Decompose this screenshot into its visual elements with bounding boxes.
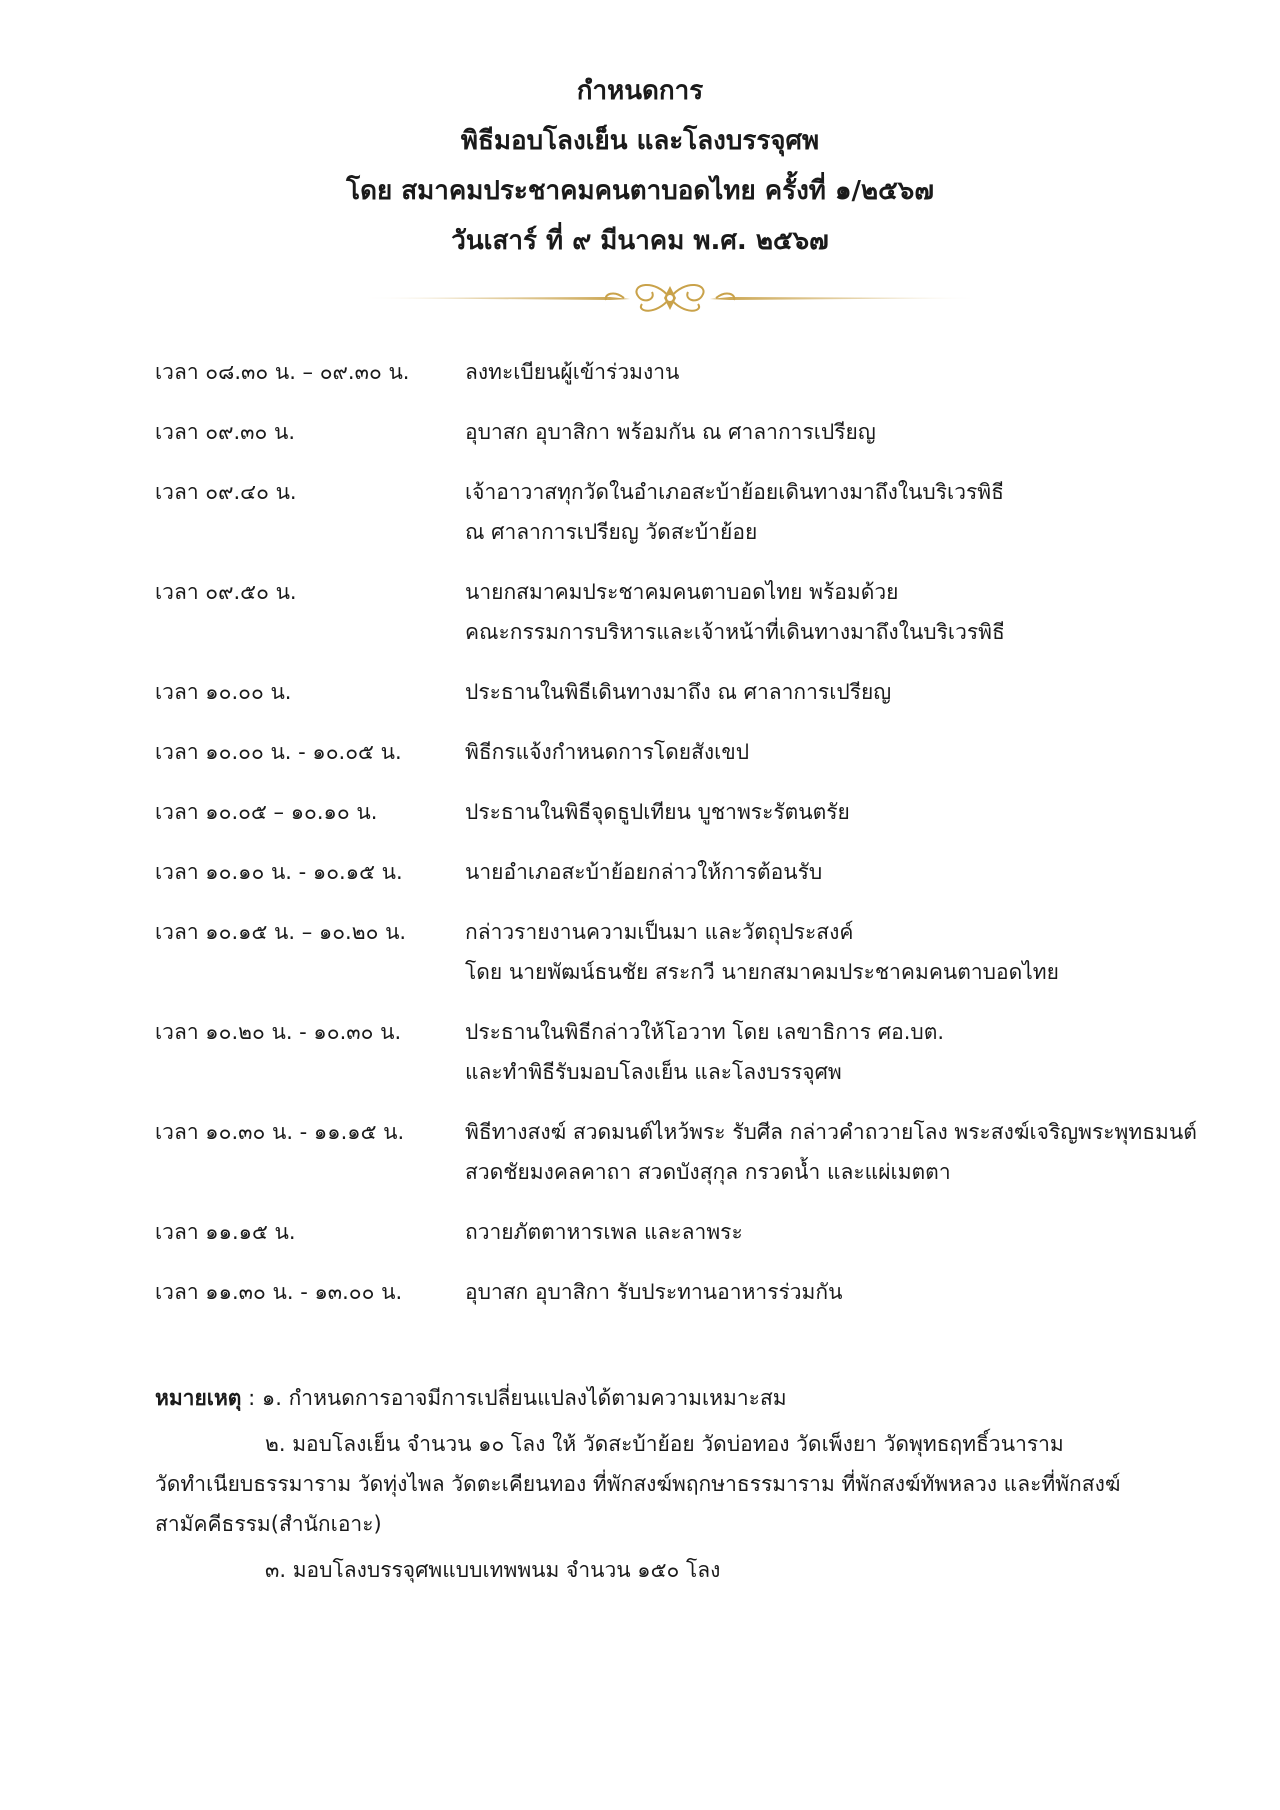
schedule-description bbox=[465, 572, 1205, 652]
schedule-row bbox=[155, 412, 1205, 452]
schedule-description bbox=[465, 1012, 1205, 1092]
schedule-description-line: โดย นายพัฒน์ธนชัย สระกวี นายกสมาคมประชาคมคนตาบอดไทย bbox=[465, 960, 1059, 984]
schedule-description bbox=[465, 1212, 1205, 1252]
schedule-description-line: และทำพิธีรับมอบโลงเย็น และโลงบรรจุศพ bbox=[465, 1060, 842, 1084]
notes-section bbox=[155, 1378, 1195, 1596]
schedule-description bbox=[465, 672, 1205, 712]
note-2-line: ๒. มอบโลงเย็น จำนวน ๑๐ โลง ให้ วัดสะบ้าย้อย วัดบ่อทอง วัดเพ็งยา วัดพุทธฤทธิ์วนาราม bbox=[265, 1432, 1064, 1456]
note-3 bbox=[155, 1550, 1195, 1590]
schedule-description bbox=[465, 1272, 1205, 1312]
schedule-row bbox=[155, 732, 1205, 772]
schedule-row bbox=[155, 672, 1205, 712]
schedule-row bbox=[155, 1012, 1205, 1092]
schedule-time: เวลา ๑๑.๓๐ น. - ๑๓.๐๐ น. bbox=[155, 1280, 403, 1304]
notes-label: หมายเหตุ bbox=[155, 1386, 242, 1410]
schedule-description-line: ลงทะเบียนผู้เข้าร่วมงาน bbox=[465, 360, 680, 384]
schedule-row bbox=[155, 1112, 1205, 1192]
schedule-description-line: พิธีกรแจ้งกำหนดการโดยสังเขป bbox=[465, 740, 750, 764]
schedule-time: เวลา ๐๘.๓๐ น. – ๐๙.๓๐ น. bbox=[155, 360, 410, 384]
schedule-row bbox=[155, 852, 1205, 892]
schedule-row bbox=[155, 352, 1205, 392]
schedule-description-line: คณะกรรมการบริหารและเจ้าหน้าที่เดินทางมาถึงในบริเวรพิธี bbox=[465, 620, 1005, 644]
schedule-time: เวลา ๑๐.๓๐ น. - ๑๑.๑๕ น. bbox=[155, 1120, 405, 1144]
note-1 bbox=[155, 1378, 1195, 1418]
note-2-line: วัดทำเนียบธรรมาราม วัดทุ่งไพล วัดตะเคียนทอง ที่พักสงฆ์พฤกษาธรรมาราม ที่พักสงฆ์ทัพหลวง และที่พักสงฆ์ bbox=[155, 1472, 1121, 1496]
schedule-description-line: ถวายภัตตาหารเพล และลาพระ bbox=[465, 1220, 743, 1244]
title-ceremony: พิธีมอบโลงเย็น และโลงบรรจุศพ bbox=[460, 126, 820, 156]
schedule-description-line: กล่าวรายงานความเป็นมา และวัตถุประสงค์ bbox=[465, 920, 854, 944]
title-date: วันเสาร์ ที่ ๙ มีนาคม พ.ศ. ๒๕๖๗ bbox=[451, 226, 829, 256]
schedule-description bbox=[465, 412, 1205, 452]
schedule-time: เวลา ๑๐.๐๕ – ๑๐.๑๐ น. bbox=[155, 800, 378, 824]
schedule-description-line: อุบาสก อุบาสิกา รับประทานอาหารร่วมกัน bbox=[465, 1280, 843, 1304]
schedule-description bbox=[465, 792, 1205, 832]
schedule-description-line: นายกสมาคมประชาคมคนตาบอดไทย พร้อมด้วย bbox=[465, 580, 899, 604]
schedule-description-line: ประธานในพิธีเดินทางมาถึง ณ ศาลาการเปรียญ bbox=[465, 680, 892, 704]
schedule-description-line: เจ้าอาวาสทุกวัดในอำเภอสะบ้าย้อยเดินทางมาถึงในบริเวรพิธี bbox=[465, 480, 1004, 504]
schedule-description bbox=[465, 352, 1205, 392]
schedule-description bbox=[465, 732, 1205, 772]
schedule-description bbox=[465, 1112, 1205, 1192]
schedule-row bbox=[155, 472, 1205, 552]
schedule-description bbox=[465, 472, 1205, 552]
notes-separator: : bbox=[241, 1386, 262, 1410]
schedule-description bbox=[465, 852, 1205, 892]
note-2 bbox=[155, 1424, 1195, 1544]
schedule-time: เวลา ๑๐.๑๕ น. – ๑๐.๒๐ น. bbox=[155, 920, 407, 944]
schedule-time: เวลา ๑๐.๐๐ น. - ๑๐.๐๕ น. bbox=[155, 740, 402, 764]
schedule-row bbox=[155, 1272, 1205, 1312]
schedule-description-line: ประธานในพิธีกล่าวให้โอวาท โดย เลขาธิการ ศอ.บต. bbox=[465, 1020, 945, 1044]
schedule-description-line: สวดชัยมงคลคาถา สวดบังสุกุล กรวดน้ำ และแผ่เมตตา bbox=[465, 1160, 951, 1184]
schedule-time: เวลา ๐๙.๓๐ น. bbox=[155, 420, 296, 444]
schedule-time: เวลา ๐๙.๕๐ น. bbox=[155, 580, 297, 604]
schedule-row bbox=[155, 792, 1205, 832]
schedule-time: เวลา ๑๑.๑๕ น. bbox=[155, 1220, 296, 1244]
title-block bbox=[0, 66, 1280, 266]
title-organizer: โดย สมาคมประชาคมคนตาบอดไทย ครั้งที่ ๑/๒๕๖๗ bbox=[346, 176, 934, 206]
title-schedule: กำหนดการ bbox=[576, 76, 704, 106]
schedule-time: เวลา ๑๐.๑๐ น. - ๑๐.๑๕ น. bbox=[155, 860, 403, 884]
schedule-description-line: ประธานในพิธีจุดธูปเทียน บูชาพระรัตนตรัย bbox=[465, 800, 850, 824]
schedule-row bbox=[155, 912, 1205, 992]
schedule-time: เวลา ๑๐.๒๐ น. - ๑๐.๓๐ น. bbox=[155, 1020, 402, 1044]
schedule-description bbox=[465, 912, 1205, 992]
note-1-text: ๑. กำหนดการอาจมีการเปลี่ยนแปลงได้ตามความเหมาะสม bbox=[261, 1386, 787, 1410]
schedule-description-line: อุบาสก อุบาสิกา พร้อมกัน ณ ศาลาการเปรียญ bbox=[465, 420, 876, 444]
schedule-description-line: นายอำเภอสะบ้าย้อยกล่าวให้การต้อนรับ bbox=[465, 860, 823, 884]
schedule-row bbox=[155, 1212, 1205, 1252]
schedule-time: เวลา ๐๙.๔๐ น. bbox=[155, 480, 297, 504]
schedule-list bbox=[155, 352, 1205, 1332]
note-3-text: ๓. มอบโลงบรรจุศพแบบเทพพนม จำนวน ๑๕๐ โลง bbox=[265, 1558, 721, 1582]
schedule-time: เวลา ๑๐.๐๐ น. bbox=[155, 680, 292, 704]
schedule-description-line: พิธีทางสงฆ์ สวดมนต์ไหว้พระ รับศีล กล่าวคำถวายโลง พระสงฆ์เจริญพระพุทธมนต์ bbox=[465, 1120, 1197, 1144]
schedule-row bbox=[155, 572, 1205, 652]
note-2-line: สามัคคีธรรม(สำนักเอาะ) bbox=[155, 1512, 382, 1536]
ornamental-divider-icon bbox=[360, 272, 980, 322]
schedule-description-line: ณ ศาลาการเปรียญ วัดสะบ้าย้อย bbox=[465, 520, 758, 544]
